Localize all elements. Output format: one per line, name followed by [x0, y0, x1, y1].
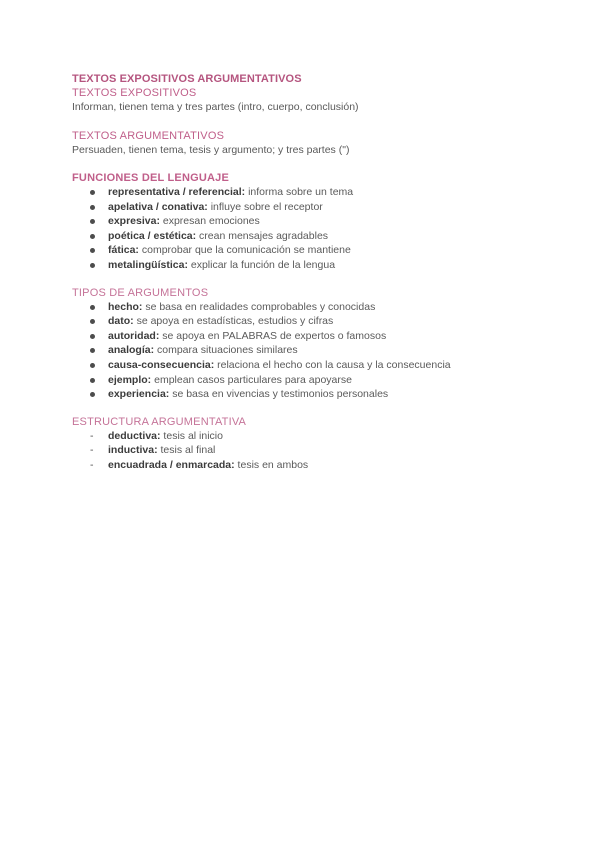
- list-item: [72, 229, 542, 244]
- expositivos-description: Informan, tienen tema y tres partes (intro, cuerpo, conclusión): [72, 101, 359, 113]
- item-term: fática:: [108, 244, 139, 257]
- item-description: crean mensajes agradables: [196, 229, 329, 242]
- list-item: [72, 300, 542, 315]
- item-term: expresiva:: [108, 215, 160, 228]
- section-title-tipos: TIPOS DE ARGUMENTOS: [72, 286, 209, 299]
- item-term: analogía:: [108, 344, 155, 357]
- list-item: [72, 458, 542, 473]
- item-description: comprobar que la comunicación se mantiene: [138, 244, 351, 257]
- dash-marker: -: [90, 429, 94, 442]
- item-description: se apoya en estadísticas, estudios y cifras: [133, 315, 334, 328]
- funciones-list: [72, 185, 542, 273]
- item-description: se basa en vivencias y testimonios personales: [169, 388, 389, 401]
- bullet-icon: [90, 319, 95, 324]
- list-item: [72, 200, 542, 215]
- document-title: TEXTOS EXPOSITIVOS ARGUMENTATIVOS: [72, 73, 302, 85]
- item-description: compara situaciones similares: [154, 344, 298, 357]
- item-description: tesis al final: [157, 444, 216, 457]
- item-term: apelativa / conativa:: [108, 200, 208, 213]
- item-term: encuadrada / enmarcada:: [108, 458, 235, 471]
- item-term: representativa / referencial:: [108, 186, 246, 198]
- item-description: explicar la función de la lengua: [187, 258, 336, 271]
- list-item: [72, 443, 542, 458]
- list-item: [72, 185, 542, 200]
- item-description: se apoya en PALABRAS de expertos o famosos: [159, 329, 387, 342]
- bullet-icon: [90, 334, 95, 339]
- list-item: [72, 243, 542, 258]
- bullet-icon: [90, 378, 95, 383]
- list-item: [72, 314, 542, 329]
- item-description: tesis al inicio: [160, 429, 223, 442]
- item-term: metalingüística:: [108, 258, 188, 271]
- list-item: [72, 429, 542, 444]
- dash-marker: -: [90, 458, 94, 471]
- bullet-icon: [90, 348, 95, 353]
- bullet-icon: [90, 234, 95, 239]
- estructura-list: [72, 429, 542, 473]
- item-term: causa-consecuencia:: [108, 358, 215, 371]
- item-description: informa sobre un tema: [245, 186, 354, 198]
- bullet-icon: [90, 205, 95, 210]
- argumentativos-description: Persuaden, tienen tema, tesis y argumento; y tres partes ("): [72, 143, 350, 156]
- item-term: deductiva:: [108, 429, 161, 442]
- item-term: experiencia:: [108, 388, 170, 401]
- item-term: poética / estética:: [108, 229, 197, 242]
- section-title-argumentativos: TEXTOS ARGUMENTATIVOS: [72, 129, 225, 142]
- item-description: expresan emociones: [159, 215, 260, 228]
- section-title-estructura: ESTRUCTURA ARGUMENTATIVA: [72, 415, 247, 428]
- tipos-list: [72, 300, 542, 402]
- bullet-icon: [90, 190, 95, 195]
- item-description: relaciona el hecho con la causa y la consecuencia: [214, 358, 451, 371]
- item-term: ejemplo:: [108, 373, 152, 386]
- document-page: [72, 72, 542, 473]
- item-term: hecho:: [108, 300, 143, 313]
- section-title-expositivos: TEXTOS EXPOSITIVOS: [72, 87, 197, 99]
- item-description: emplean casos particulares para apoyarse: [151, 373, 352, 386]
- list-item: [72, 373, 542, 388]
- bullet-icon: [90, 363, 95, 368]
- item-description: influye sobre el receptor: [207, 200, 323, 213]
- list-item: [72, 358, 542, 373]
- list-item: [72, 329, 542, 344]
- item-term: autoridad:: [108, 329, 160, 342]
- bullet-icon: [90, 392, 95, 397]
- list-item: [72, 258, 542, 273]
- list-item: [72, 343, 542, 358]
- dash-marker: -: [90, 444, 94, 457]
- bullet-icon: [90, 219, 95, 224]
- item-description: tesis en ambos: [234, 458, 309, 471]
- item-term: dato:: [108, 315, 134, 328]
- item-description: se basa en realidades comprobables y conocidas: [142, 300, 376, 313]
- list-item: [72, 214, 542, 229]
- section-title-funciones: FUNCIONES DEL LENGUAJE: [72, 172, 229, 184]
- list-item: [72, 387, 542, 402]
- bullet-icon: [90, 305, 95, 310]
- item-term: inductiva:: [108, 444, 158, 457]
- bullet-icon: [90, 248, 95, 253]
- bullet-icon: [90, 263, 95, 268]
